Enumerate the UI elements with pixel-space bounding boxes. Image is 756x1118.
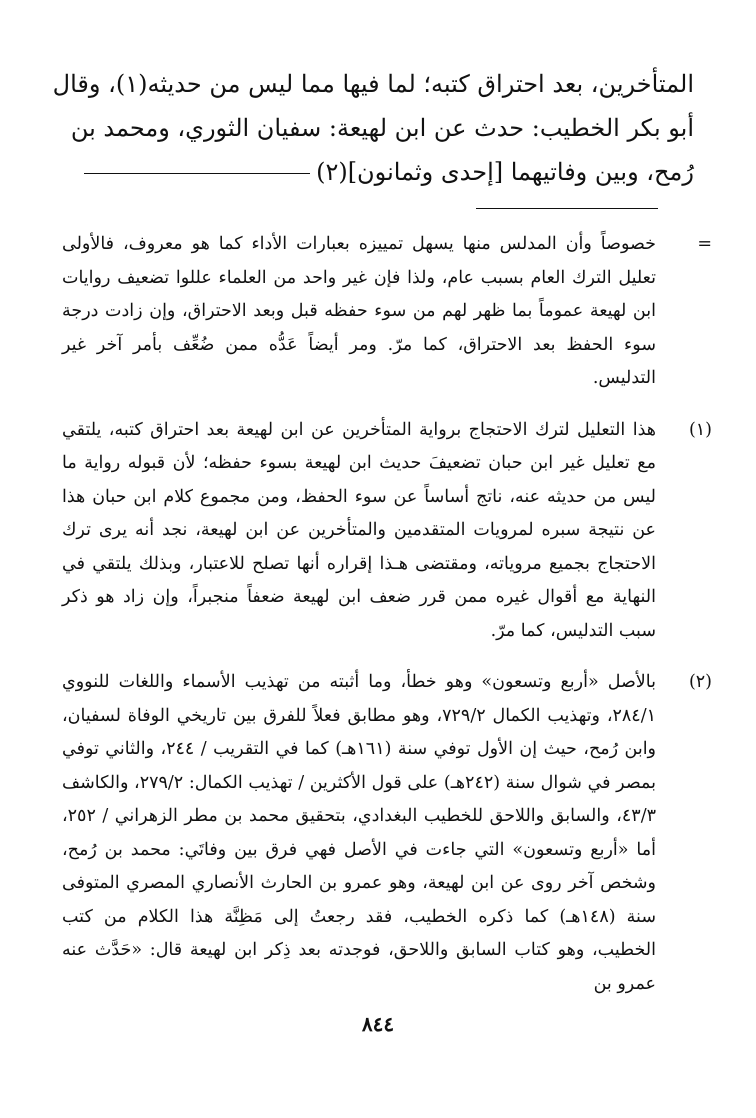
main-text-line-content: رُمح، وبين وفاتيهما [إحدى وثمانون](٢) xyxy=(316,158,694,186)
footnote-2 xyxy=(62,666,712,1001)
main-text-line xyxy=(62,150,694,194)
footnotes xyxy=(62,228,712,1019)
footnote-marker: (١) xyxy=(688,419,712,440)
footnote-marker: (٢) xyxy=(688,672,712,692)
main-text-line: أبو بكر الخطيب: حدث عن ابن لهيعة: سفيان الثوري، ومحمد بن xyxy=(70,114,694,142)
footnote-1 xyxy=(62,414,712,649)
footnote-marker: = xyxy=(697,234,712,254)
text-end-rule xyxy=(84,173,310,174)
footnote-text: هذا التعليل لترك الاحتجاج برواية المتأخرين عن ابن لهيعة بعد احتراق كتبه، يلتقي مع تعليل غير ابن حبان تضعيفَ حديث ابن لهيعة بسوء حفظه؛ لأن قبوله رواية ما ليس من حديثه عنه، ناتج أساساً عن سوء الحفظ، ومن مجموع كلام ابن حبان هذا عن نتيجة سبره لمرويات المتقدمين والمتأخرين عن ابن لهيعة، نجد أنه يرى ترك الاحتجاج بجميع مروياته، ومقتضى هـذا إقراره أنها تصلح للاعتبار، وبذلك يلتقي في النهاية مع أقوال غيره ممن قرر ضعف ابن لهيعة ضعفاً منجبراً، وإن زاد هو ذكر سبب التدليس، كما مرّ. xyxy=(62,419,656,641)
main-text-line: المتأخرين، بعد احتراق كتبه؛ لما فيها مما ليس من حديثه(١)، وقال xyxy=(52,70,694,98)
footnote-text: خصوصاً وأن المدلس منها يسهل تمييزه بعبارات الأداء كما هو معروف، فالأولى تعليل الترك العام بسبب عام، ولذا فإن غير واحد من العلماء عللوا تضعيف روايات ابن لهيعة عموماً بما ظهر لهم من سوء حفظه قبل وبعد الاحتراق، وإن زادت درجة سوء الحفظ بعد الاحتراق، كما مرّ. ومر أيضاً عَدُّه ممن ضُعِّف بأمر آخر غير التدليس. xyxy=(62,234,656,388)
footnote-text: بالأصل «أربع وتسعون» وهو خطأ، وما أثبته من تهذيب الأسماء واللغات للنووي ٢٨٤/١، وتهذيب الكمال ٧٢٩/٢، وهو مطابق فعلاً للفرق بين تاريخي الوفاة لسفيان، وابن رُمح، حيث إن الأول توفي سنة (١٦١هـ) كما في التقريب / ٢٤٤، والثاني توفي بمصر في شوال سنة (٢٤٢هـ) على قول الأكثرين / تهذيب الكمال: ٢٧٩/٢، والكاشف ٤٣/٣، والسابق واللاحق للخطيب البغدادي، بتحقيق محمد بن مطر الزهراني / ٢٥٢، أما «أربع وتسعون» التي جاءت في الأصل فهي فرق بين وفاتَي: محمد بن رُمح، وشخص آخر روى عن ابن لهيعة، وهو عمرو بن الحارث الأنصاري المصري المتوفى سنة (١٤٨هـ) كما ذكره الخطيب، فقد رجعتُ إلى مَظِنَّة هذا الكلام من كتب الخطيب، وهو كتاب السابق واللاحق، فوجدته بعد ذِكر ابن لهيعة قال: «حَدَّث عنه عمرو بن xyxy=(62,672,657,994)
page-number: ٨٤٤ xyxy=(361,1012,395,1036)
main-text xyxy=(52,62,694,194)
footnote-continuation xyxy=(62,228,712,396)
footnote-separator xyxy=(476,208,658,209)
